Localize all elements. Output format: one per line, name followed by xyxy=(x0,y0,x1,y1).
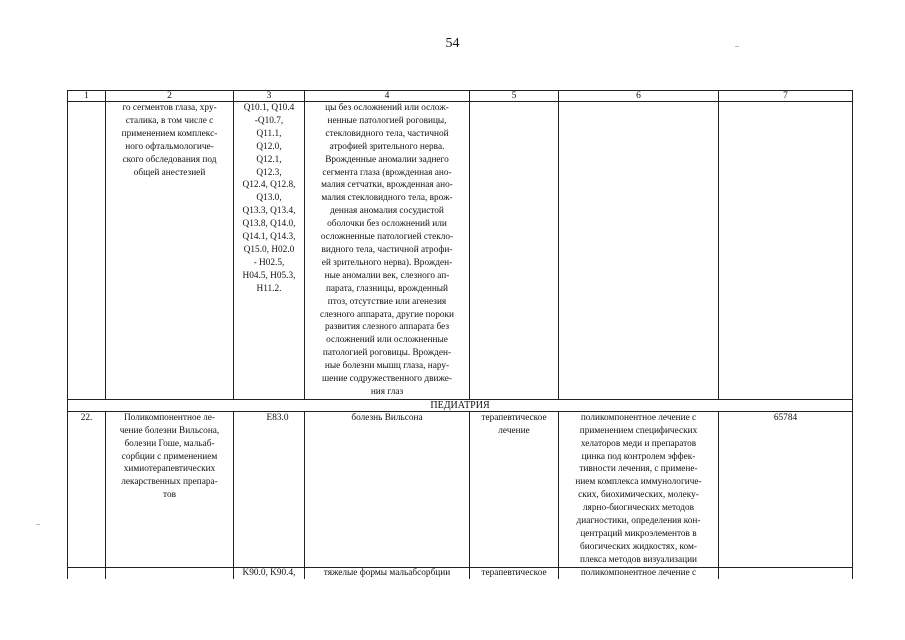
text-line: тивности лечения, с примене- xyxy=(579,464,698,475)
cell-treatment-method: поликомпонентное лечение с xyxy=(559,567,719,579)
text-line: -Q10.7, xyxy=(254,115,284,126)
text-line: оболочки без осложнений или xyxy=(327,219,447,230)
cell-diagnosis: тяжелые формы мальабсорбции xyxy=(305,567,470,579)
text-line: развития слезного аппарата без xyxy=(324,322,450,333)
text-line: ских, биохимических, молеку- xyxy=(578,490,699,501)
cell-treatment-type xyxy=(470,102,559,400)
text-line: сегмента глаза (врожденная ано- xyxy=(322,167,452,178)
scan-mark xyxy=(36,524,40,525)
cell-cost xyxy=(719,102,853,400)
cell-diagnosis xyxy=(305,411,470,567)
column-number: 5 xyxy=(470,91,559,102)
text-line: ненные патологией роговицы, xyxy=(327,115,447,126)
text-line: центраций микроэлементов в xyxy=(580,529,697,539)
data-table xyxy=(67,90,853,579)
text-line: цинка под контролем эффек- xyxy=(581,451,696,462)
text-line: лечение xyxy=(498,425,530,436)
text-line: ского обследования под xyxy=(122,154,217,165)
cell-number: 22. xyxy=(68,411,106,567)
table-row-next xyxy=(68,567,853,579)
section-row xyxy=(68,399,853,411)
text-line: плекса методов визуализации xyxy=(579,554,698,565)
text-line: Q13.8, Q14.0, xyxy=(242,219,296,230)
column-number: 2 xyxy=(106,91,234,102)
table-row-22 xyxy=(68,411,853,567)
text-line: денная аномалия сосудистой xyxy=(330,206,444,217)
text-line: Q13.3, Q13.4, xyxy=(242,206,296,217)
text-line: чение болезни Вильсона, xyxy=(119,425,220,436)
page-number: 54 xyxy=(445,36,460,51)
text-line: Q14.1, Q14.3, xyxy=(242,232,296,243)
text-line: H11.2. xyxy=(256,283,282,294)
text-line: Q12.3, xyxy=(256,167,282,178)
text-line: диагностики, определения кон- xyxy=(576,516,701,527)
text-line: ного офтальмологиче- xyxy=(125,141,214,152)
cell-number xyxy=(68,102,106,400)
text-line: слезного аппарата, другие пороки xyxy=(320,309,454,320)
cell-cost xyxy=(719,567,853,579)
text-line: применением специфических xyxy=(579,425,698,436)
scan-mark xyxy=(735,46,739,47)
table-row-continued xyxy=(68,102,853,400)
cell-icd-codes xyxy=(234,102,305,400)
text-line: Q13.0, xyxy=(256,193,282,204)
text-line: химиотерапевтических xyxy=(123,464,216,475)
text-line: сорбции с применением xyxy=(121,451,218,462)
text-line: поликомпонентное лечение с xyxy=(580,412,697,423)
cell-icd-codes: K90.0, K90.4, xyxy=(234,567,305,579)
cell-procedure xyxy=(106,411,234,567)
text-line: шение содружественного движе- xyxy=(321,374,453,385)
text-line: терапевтическое xyxy=(481,412,547,423)
text-line: H04.5, H05.3, xyxy=(242,270,296,281)
text-line: Q12.0, xyxy=(256,141,282,152)
text-line: патологией роговицы. Врожден- xyxy=(322,348,452,359)
text-line: лярно-биогических методов xyxy=(582,503,695,514)
text-line: Q15.0, H02.0 xyxy=(243,244,295,255)
text-line: тов xyxy=(163,490,176,501)
column-number: 7 xyxy=(719,91,853,102)
text-line: малия сетчатки, врожденная ано- xyxy=(321,180,453,191)
text-line: болезнь Вильсона xyxy=(351,412,423,423)
text-line: применением комплекс- xyxy=(121,128,218,139)
text-line: Q12.4, Q12.8, xyxy=(242,180,296,191)
text-line: E83.0 xyxy=(266,412,289,423)
text-line: нием комплекса иммунологиче- xyxy=(575,477,702,488)
text-line: Q11.1, xyxy=(256,128,282,139)
cell-cost: 65784 xyxy=(719,411,853,567)
column-number: 6 xyxy=(559,91,719,102)
text-line: сталика, в том числе с xyxy=(125,115,214,126)
text-line: ные болезни мышц глаза, нару- xyxy=(324,361,450,372)
cell-treatment-method xyxy=(559,102,719,400)
text-line: Q10.1, Q10.4 xyxy=(243,103,295,113)
header-row xyxy=(68,91,853,102)
text-line: ные аномалии век, слезного ап- xyxy=(324,270,450,281)
column-number: 4 xyxy=(305,91,470,102)
column-number: 3 xyxy=(234,91,305,102)
text-line: Поликомпонентное ле- xyxy=(123,412,216,423)
text-line: осложнений или осложненные xyxy=(326,335,448,346)
cell-treatment-type xyxy=(470,411,559,567)
text-line: цы без осложнений или ослож- xyxy=(325,103,449,113)
text-line: малия стекловидного тела, врож- xyxy=(321,193,453,204)
section-title: ПЕДИАТРИЯ xyxy=(68,399,853,411)
text-line: осложненные патологией стекло- xyxy=(320,232,454,243)
text-line: парата, глазницы, врожденный xyxy=(325,283,449,294)
cell-treatment-method xyxy=(559,411,719,567)
cell-procedure xyxy=(106,567,234,579)
text-line: видного тела, частичной атрофи- xyxy=(321,244,453,255)
text-line: го сегментов глаза, хру- xyxy=(122,103,217,113)
column-number: 1 xyxy=(68,91,106,102)
text-line: ния глаз xyxy=(370,386,404,397)
text-line: стекловидного тела, частичной xyxy=(325,128,449,139)
cell-treatment-type: терапевтическое xyxy=(470,567,559,579)
text-line: Врожденные аномалии заднего xyxy=(325,154,449,165)
text-line: - H02.5, xyxy=(253,257,285,268)
text-line: лекарственных препара- xyxy=(121,477,218,488)
text-line: общей анестезией xyxy=(133,167,206,178)
text-line: ей зрительного нерва). Врожден- xyxy=(321,257,453,268)
text-line: атрофией зрительного нерва. xyxy=(329,141,445,152)
text-line: биогических жидкостях, ком- xyxy=(580,541,697,552)
cell-diagnosis xyxy=(305,102,470,400)
cell-number xyxy=(68,567,106,579)
text-line: болезни Гоше, мальаб- xyxy=(124,438,215,449)
text-line: птоз, отсутствие или агенезия xyxy=(327,296,447,307)
text-line: Q12.1, xyxy=(256,154,282,165)
cell-icd-codes xyxy=(234,411,305,567)
cell-procedure xyxy=(106,102,234,400)
text-line: хелаторов меди и препаратов xyxy=(580,438,697,449)
